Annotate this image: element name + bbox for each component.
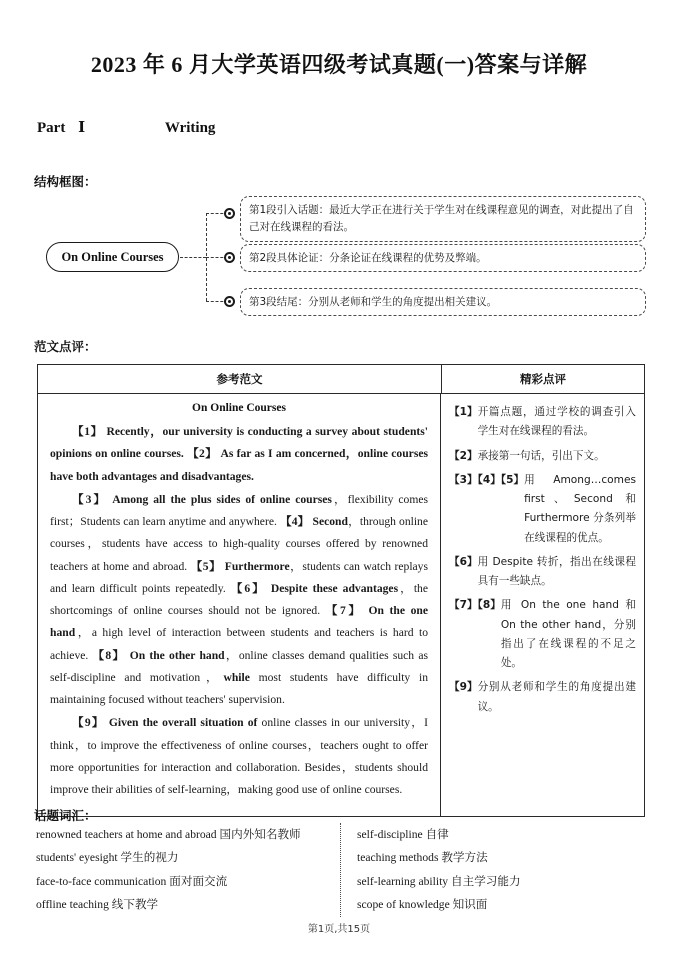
essay-text-run: ，a high level of interaction between students and teachers is hard to achieve. bbox=[50, 626, 428, 662]
diagram-root-node: On Online Courses bbox=[46, 242, 179, 272]
essay-emphasis-run: 【3】 bbox=[72, 492, 113, 506]
essay-emphasis-run: Despite these advantages bbox=[270, 581, 399, 595]
essay-text-run: most students have difficulty in maintaining focused without teachers' supervision. bbox=[50, 670, 428, 706]
essay-emphasis-run: 【9】 bbox=[72, 716, 109, 730]
essay-text-run: ，flexibility comes first；Students can learn anytime and anywhere. bbox=[50, 492, 428, 528]
diagram-bullet-icon bbox=[224, 208, 235, 219]
diagram-bullet-icon bbox=[224, 252, 235, 263]
essay-emphasis-run: 【1】 bbox=[72, 425, 107, 438]
essay-emphasis-run: Given the overall situation of bbox=[108, 716, 258, 730]
essay-text-run: ，students can watch replays and learn difficult points repeatedly. bbox=[50, 559, 428, 595]
commentary-item-text: 承接第一句话，引出下文。 bbox=[477, 449, 605, 462]
vocabulary-item: teaching methods 教学方法 bbox=[357, 851, 488, 865]
vocabulary-column-left bbox=[36, 823, 341, 917]
table-header-essay: 参考范文 bbox=[38, 365, 442, 393]
essay-emphasis-run: Recently，our university is conducting a survey about students' opinions on online courses. bbox=[50, 425, 428, 461]
vocabulary-column-right bbox=[341, 823, 646, 917]
vocabulary-item: renowned teachers at home and abroad 国内外知名教师 bbox=[36, 828, 301, 841]
part-number: Ⅰ bbox=[78, 120, 86, 136]
commentary-item-number: 【3】【4】【5】 bbox=[449, 473, 525, 486]
commentary-item-text: 用 Despite 转折，指出在线课程具有一些缺点。 bbox=[477, 555, 636, 588]
commentary-column bbox=[441, 394, 644, 816]
diagram-box-paragraph-2: 第2段具体论证：分条论证在线课程的优势及弊端。 bbox=[240, 244, 646, 272]
vocabulary-section bbox=[36, 823, 646, 917]
commentary-item bbox=[449, 471, 636, 548]
part-header bbox=[37, 118, 637, 137]
commentary-item-text: 用 Among…comes first、Second 和 Furthermore 分条列举在线课程的优点。 bbox=[524, 473, 636, 544]
diagram-box-paragraph-1: 第1段引入话题：最近大学正在进行关于学生对在线课程意见的调查，对此提出了自己对在线课程的看法。 bbox=[240, 196, 646, 242]
page-title: 2023 年 6 月大学英语四级考试真题(一)答案与详解 bbox=[90, 52, 588, 77]
essay-text-run: ，the shortcomings of online courses should not be ignored. bbox=[50, 581, 428, 617]
part-section-name: Writing bbox=[164, 120, 216, 136]
commentary-item bbox=[449, 447, 636, 466]
essay-emphasis-run: 【2】 bbox=[187, 447, 221, 461]
essay-column bbox=[38, 394, 441, 816]
commentary-item bbox=[449, 596, 636, 673]
diagram-box-paragraph-3: 第3段结尾：分别从老师和学生的角度提出相关建议。 bbox=[240, 288, 646, 316]
vocabulary-item: offline teaching 线下教学 bbox=[36, 898, 159, 912]
commentary-item-number: 【6】 bbox=[449, 555, 478, 568]
essay-emphasis-run: As far as I am concerned，online courses have both advantages and disadvantages. bbox=[50, 447, 428, 483]
vocabulary-item: self-learning ability 自主学习能力 bbox=[357, 874, 521, 888]
commentary-item-text: 用 On the one hand 和 On the other hand，分别指出了在线课程的不足之处。 bbox=[500, 599, 636, 670]
structure-diagram-label: 结构框图： bbox=[34, 174, 97, 189]
table-body-row bbox=[38, 394, 644, 816]
diagram-bullet-icon bbox=[224, 296, 235, 307]
essay-emphasis-run: On the one hand bbox=[50, 604, 429, 640]
vocabulary-label: 话题词汇： bbox=[34, 808, 97, 823]
commentary-item bbox=[449, 403, 636, 442]
vocabulary-item: self-discipline 自律 bbox=[357, 828, 449, 841]
sample-essay-label: 范文点评： bbox=[34, 339, 97, 354]
essay-text-run: online classes in our university，I think，to improve the effectiveness of online courses，teachers ought to offer more opportunities for interaction and collaboration. Besides，students should improve their abilities of self-learning，making good use of online courses. bbox=[50, 716, 428, 796]
essay-title: On Online Courses bbox=[192, 402, 286, 414]
essay-paragraph bbox=[50, 489, 428, 712]
commentary-item bbox=[449, 553, 636, 592]
table-header-comment: 精彩点评 bbox=[520, 372, 566, 386]
essay-paragraph bbox=[50, 712, 428, 801]
essay-text-run: ，through online courses，students have access to high-quality courses offered by renowned teachers at home and abroad. bbox=[50, 515, 429, 573]
page-footer: 第1页,共15页 bbox=[307, 924, 371, 935]
essay-emphasis-run: 【4】 bbox=[279, 515, 313, 528]
essay-emphasis-run: Second bbox=[312, 515, 348, 528]
essay-paragraph bbox=[50, 421, 428, 488]
structure-diagram bbox=[34, 196, 646, 321]
essay-emphasis-run: 【7】 bbox=[325, 604, 369, 617]
commentary-item-text: 开篇点题，通过学校的调查引入学生对在线课程的看法。 bbox=[477, 406, 636, 438]
essay-text-run: ，online classes demand qualities such as self-discipline and motivation， bbox=[50, 648, 428, 684]
commentary-item-number: 【2】 bbox=[449, 449, 478, 462]
vocabulary-item: scope of knowledge 知识面 bbox=[357, 898, 488, 912]
commentary-item-number: 【9】 bbox=[449, 681, 478, 694]
table-header-row bbox=[38, 365, 644, 394]
essay-emphasis-run: while bbox=[223, 670, 250, 684]
essay-emphasis-run: On the other hand bbox=[129, 648, 225, 662]
essay-emphasis-run: Among all the plus sides of online courses bbox=[112, 492, 332, 506]
vocabulary-item: students' eyesight 学生的视力 bbox=[36, 851, 179, 865]
vocabulary-item: face-to-face communication 面对面交流 bbox=[36, 874, 228, 888]
essay-emphasis-run: 【6】 bbox=[230, 581, 271, 595]
part-label: Part bbox=[37, 120, 66, 136]
commentary-item bbox=[449, 678, 636, 717]
commentary-item-number: 【1】 bbox=[449, 406, 478, 418]
commentary-item-text: 分别从老师和学生的角度提出建议。 bbox=[477, 681, 636, 713]
essay-paragraph-list bbox=[50, 421, 428, 801]
essay-emphasis-run: 【8】 bbox=[92, 648, 130, 662]
essay-emphasis-run: Furthermore bbox=[224, 559, 290, 573]
essay-emphasis-run: 【5】 bbox=[190, 559, 225, 573]
diagram-connector-root bbox=[180, 257, 206, 258]
commentary-item-number: 【7】【8】 bbox=[449, 599, 501, 612]
sample-essay-table bbox=[37, 364, 645, 817]
